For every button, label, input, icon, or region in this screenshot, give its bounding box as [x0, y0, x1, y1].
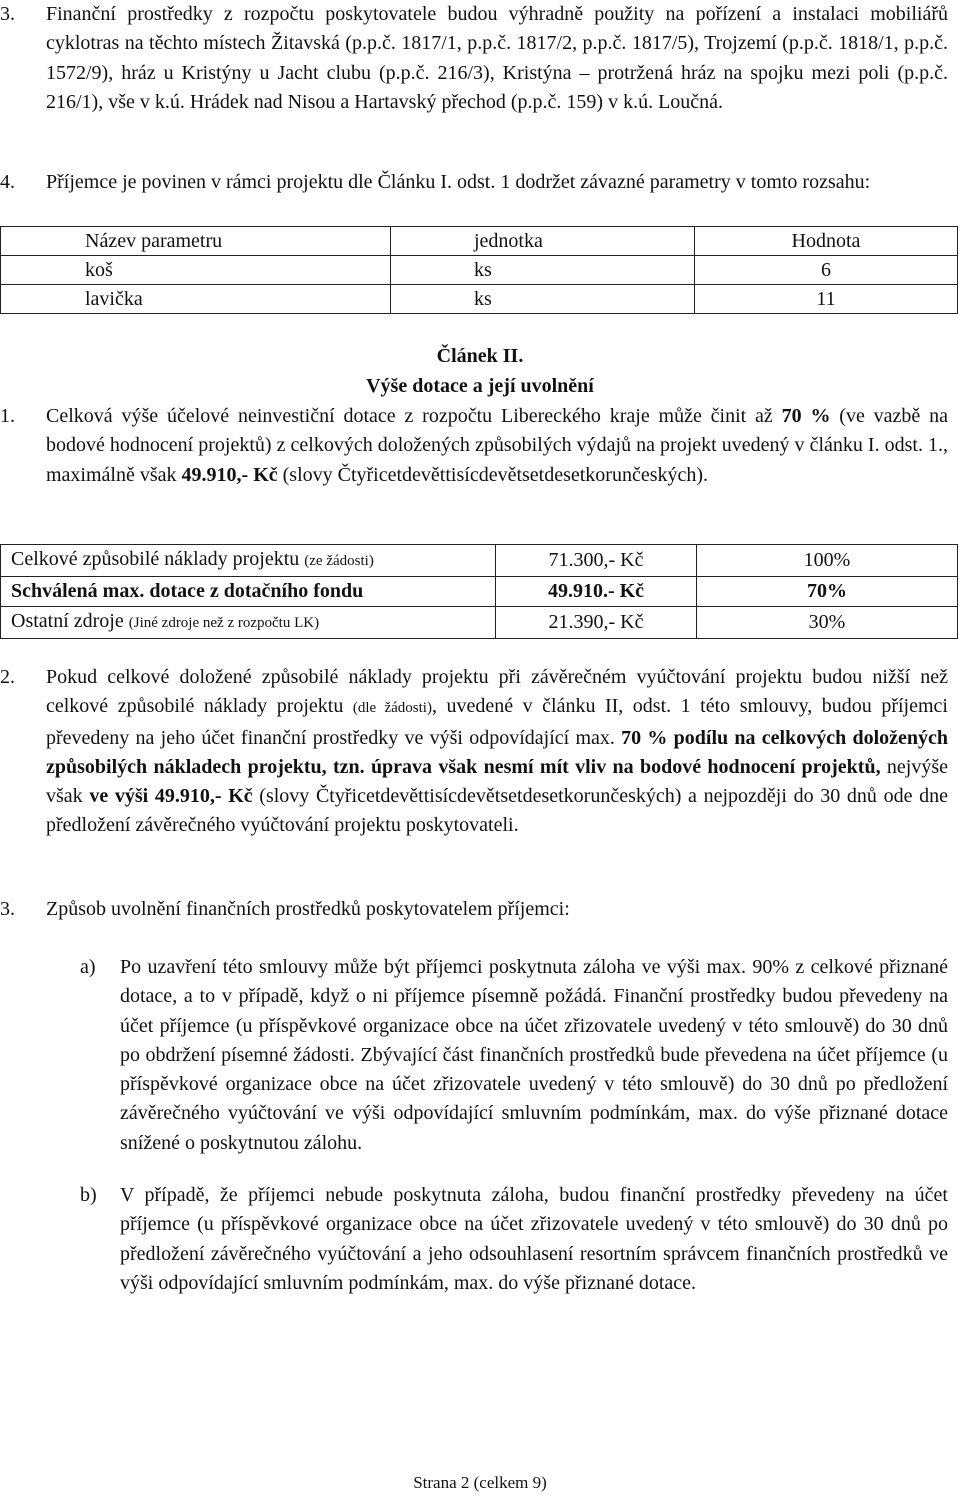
paragraph-3: Způsob uvolnění finančních prostředků poskytovatelem příjemci: [46, 898, 570, 920]
cell-note: (Jiné zdroje než z rozpočtu LK) [128, 615, 320, 631]
header-cell: jednotka [391, 227, 695, 256]
item-number: 2. [0, 666, 15, 688]
table-cell: koš [1, 256, 391, 285]
text-note: (dle žádosti) [352, 700, 432, 717]
table-cell: 49.910.- Kč [496, 577, 697, 607]
article-title: Článek II. [436, 345, 524, 367]
table-row [1, 256, 958, 285]
text-run: (ve vazbě na bodové hodnocení projektů) z celkových doložených způsobilých výdajů na projekt uvedený v článku I. odst. 1., maximálně však [46, 405, 948, 486]
table-cell: lavička [1, 285, 391, 314]
text-run: nejvýše však [46, 755, 948, 808]
table-cell [1, 607, 496, 639]
sub-item-a-text: Po uzavření této smlouvy může být příjemci poskytnuta záloha ve výši max. 90% z celkové přiznané dotace, a to v případě, když o ni příjemce písemně požádá. Finanční prostředky budou převedeny na účet příjemce (u příspěvkové organizace obce na účet zřizovatele uvedený v této smlouvě) do 30 dnů po obdržení písemné žádosti. Zbývající část finančních prostředků bude převedena na účet příjemce (u příspěvkové organizace obce na účet zřizovatele uvedený v této smlouvě) do 30 dnů po předložení závěrečného vyúčtování ve výši odpovídající smluvním podmínkám, max. do výše přiznané dotace snížené o poskytnutou zálohu. [120, 956, 948, 1154]
text-run-bold: 49.910,- Kč [181, 463, 278, 486]
table-header-row [1, 227, 958, 256]
cell-label: Ostatní zdroje [11, 610, 129, 632]
table-cell: Schválená max. dotace z dotačního fondu [1, 577, 496, 607]
article-subtitle: Výše dotace a její uvolnění [366, 375, 594, 397]
text-run: Pokud celkové doložené způsobilé náklady projektu při závěrečném vyúčtování projektu budou nižší než celkové způsobilé náklady projektu [46, 666, 948, 718]
text-run: Celková výše účelové neinvestiční dotace z rozpočtu Libereckého kraje může činit až [46, 405, 782, 427]
table-cell: 30% [697, 607, 958, 639]
table-cell: ks [391, 285, 695, 314]
table-row [1, 545, 958, 577]
paragraph-1 [46, 402, 948, 490]
table-cell [1, 545, 496, 577]
item-number: 4. [0, 171, 15, 193]
cell-label: Celkové způsobilé náklady projektu [11, 548, 305, 570]
header-cell: Název parametru [1, 227, 391, 256]
table-cell: ks [391, 256, 695, 285]
text-run: (slovy Čtyřicetdevěttisícdevětsetdesetkorunčeských). [277, 463, 709, 486]
item-3-text: Finanční prostředky z rozpočtu poskytovatele budou výhradně použity na pořízení a instalaci mobiliářů cyklotras na těchto místech Žitavská (p.p.č. 1817/1, p.p.č. 1817/2, p.p.č. 1817/5), Trojzemí (p.p.č. 1818/1, p.p.č. 1572/9), hráz u Kristýny u Jacht clubu (p.p.č. 216/3), Kristýna – protržená hráz na spojku mezi poli (p.p.č. 216/1), vše v k.ú. Hrádek nad Nisou a Hartavský přechod (p.p.č. 159) v k.ú. Loučná. [46, 3, 948, 113]
table-cell: 71.300,- Kč [496, 545, 697, 577]
item-number: 3. [0, 3, 15, 25]
item-4-text: Příjemce je povinen v rámci projektu dle Článku I. odst. 1 dodržet závazné parametry v tomto rozsahu: [46, 171, 871, 193]
table-row [1, 285, 958, 314]
parameters-table [0, 226, 958, 314]
table-cell: 6 [695, 256, 958, 285]
text-run-bold: 70 % [781, 405, 831, 427]
table-cell: 21.390,- Kč [496, 607, 697, 639]
table-row [1, 607, 958, 639]
sub-item-b-text: V případě, že příjemci nebude poskytnuta záloha, budou finanční prostředky převedeny na účet příjemce (u příspěvkové organizace obce na účet zřizovatele uvedený v této smlouvě) do 30 dnů po předložení závěrečného vyúčtování a jeho odsouhlasení resortním správcem finančních prostředků ve výši odpovídající smluvním podmínkám, max. do výše přiznané dotace. [120, 1184, 948, 1294]
sub-item-label: b) [80, 1184, 97, 1206]
table-cell: 100% [697, 545, 958, 577]
text-run-bold: 70 % podílu na celkových doložených způsobilých nákladech projektu, tzn. úprava však nesmí mít vliv na bodové hodnocení projektů, [46, 726, 948, 778]
header-cell: Hodnota [695, 227, 958, 256]
page-footer: Strana 2 (celkem 9) [413, 1473, 547, 1492]
table-cell: 11 [695, 285, 958, 314]
cell-note: (ze žádosti) [304, 553, 374, 569]
costs-table [0, 544, 958, 639]
text-run: (slovy Čtyřicetdevěttisícdevětsetdesetkorunčeských) a nejpozději do 30 dnů ode dne předložení závěrečného vyúčtování projektu poskytovateli. [46, 785, 948, 837]
table-cell: 70% [697, 577, 958, 607]
text-run: , uvedené v článku II, odst. 1 této smlouvy, budou příjemci převedeny na jeho účet finanční prostředky ve výši odpovídající max. [46, 695, 948, 749]
table-row [1, 577, 958, 607]
item-number: 1. [0, 405, 15, 427]
item-number: 3. [0, 898, 15, 920]
sub-item-label: a) [80, 956, 96, 978]
paragraph-2 [46, 663, 948, 841]
text-run-bold: ve výši 49.910,- Kč [89, 785, 253, 808]
